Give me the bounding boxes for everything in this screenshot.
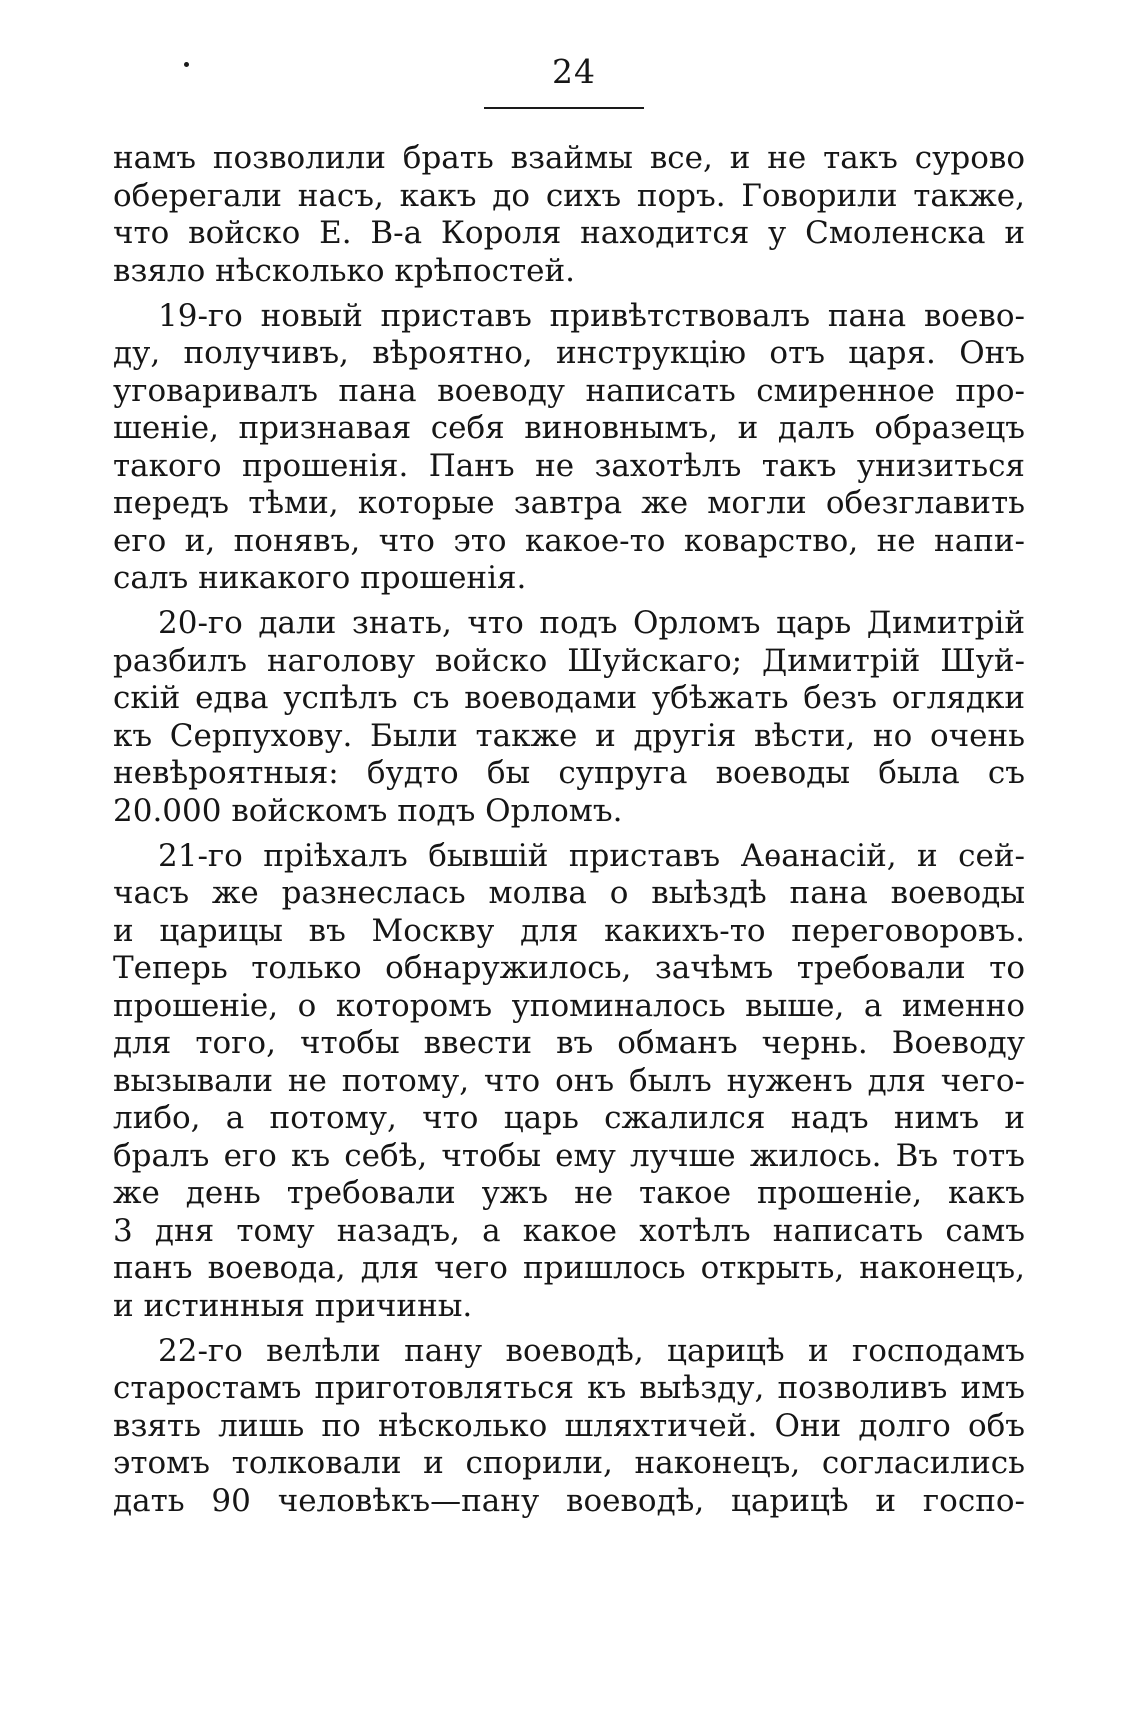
text-line: ду, получивъ, вѣроятно, инструкцію отъ царя. Онъ (113, 335, 1025, 371)
text-line: 21-го пріѣхалъ бывшій приставъ Аѳанасій, и сей- (158, 837, 1025, 874)
text-line: разбилъ наголову войско Шуйскаго; Димитрій Шуй- (113, 642, 1025, 679)
text-line: невѣроятныя: будто бы супруга воеводы была съ (113, 755, 1025, 791)
text-line: вызывали не потому, что онъ былъ нуженъ для чего- (113, 1062, 1025, 1099)
header-rule (484, 107, 644, 109)
text-line: этомъ толковали и спорили, наконецъ, согласились (113, 1445, 1025, 1481)
text-line: скій едва успѣлъ съ воеводами убѣжать безъ оглядки (113, 680, 1025, 716)
text-line: и истинныя причины. (113, 1287, 473, 1324)
text-line: часъ же разнеслась молва о выѣздѣ пана воеводы (113, 875, 1025, 911)
text-line: Теперь только обнаружилось, зачѣмъ требовали то (113, 950, 1025, 986)
text-line: 20.000 войскомъ подъ Орломъ. (113, 792, 623, 829)
paragraph (113, 298, 1025, 598)
text-line: 19-го новый приставъ привѣтствовалъ пана воево- (158, 297, 1025, 334)
text-line: что войско Е. В-а Короля находится у Смоленска и (113, 215, 1025, 251)
text-line: 3 дня тому назадъ, а какое хотѣлъ написать самъ (113, 1212, 1025, 1249)
text-line: бралъ его къ себѣ, чтобы ему лучше жилось. Въ тотъ (113, 1137, 1025, 1174)
body-text (113, 140, 1025, 1520)
text-line: къ Серпухову. Были также и другія вѣсти, но очень (113, 717, 1025, 754)
text-line: панъ воевода, для чего пришлось открыть, наконецъ, (113, 1250, 1025, 1286)
text-line: дать 90 человѣкъ—пану воеводѣ, царицѣ и госпо- (113, 1482, 1025, 1519)
text-line: передъ тѣми, которые завтра же могли обезглавить (113, 485, 1025, 521)
text-line: шеніе, признавая себя виновнымъ, и далъ образецъ (113, 410, 1025, 446)
page-number: 24 (552, 52, 596, 91)
text-line: либо, а потому, что царь сжалился надъ нимъ и (113, 1100, 1025, 1136)
paragraph (113, 1333, 1025, 1521)
text-line: взяло нѣсколько крѣпостей. (113, 252, 575, 289)
text-line: для того, чтобы ввести въ обманъ чернь. Воеводу (113, 1025, 1025, 1061)
text-line: старостамъ приготовляться къ выѣзду, позволивъ имъ (113, 1370, 1025, 1406)
text-line: уговаривалъ пана воеводу написать смиренное про- (113, 372, 1025, 409)
text-line: 22-го велѣли пану воеводѣ, царицѣ и господамъ (158, 1332, 1025, 1369)
text-line: и царицы въ Москву для какихъ-то переговоровъ. (113, 912, 1025, 949)
text-line: его и, понявъ, что это какое-то коварство, не напи- (113, 522, 1025, 559)
text-line: прошеніе, о которомъ упоминалось выше, а именно (113, 987, 1025, 1024)
text-line: салъ никакого прошенія. (113, 560, 527, 596)
text-line: оберегали насъ, какъ до сихъ поръ. Говорили также, (113, 177, 1025, 214)
text-line: 20-го дали знать, что подъ Орломъ царь Димитрій (158, 605, 1025, 641)
paragraph (113, 605, 1025, 830)
text-line: намъ позволили брать взаймы все, и не такъ сурово (113, 140, 1025, 176)
paragraph (113, 140, 1025, 290)
paragraph (113, 838, 1025, 1326)
text-line: такого прошенія. Панъ не захотѣлъ такъ унизиться (113, 447, 1025, 484)
text-line: же день требовали ужъ не такое прошеніе, какъ (113, 1175, 1025, 1211)
text-line: взять лишь по нѣсколько шляхтичей. Они долго объ (113, 1407, 1025, 1444)
